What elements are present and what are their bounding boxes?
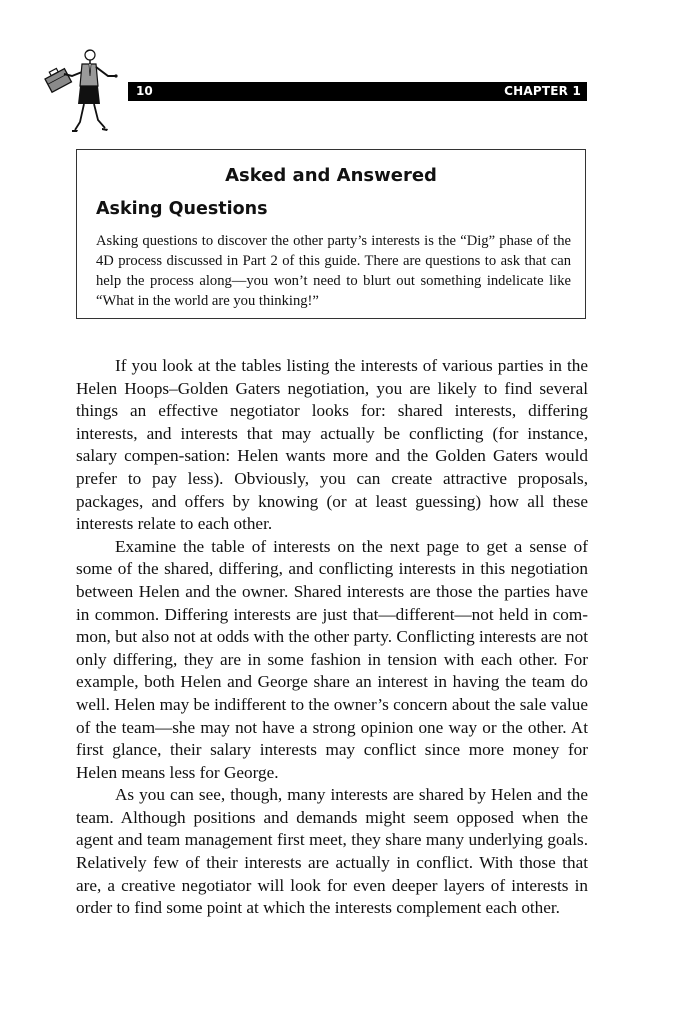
asked-and-answered-sidebar [76, 149, 586, 319]
sidebar-body-text: Asking questions to discover the other party’s interests is the “Dig” phase of the 4D process discussed in Part 2 of this guide. There are questions to ask that can help the process along—you won’t need to blurt out something indelicate like “What in the world are you thinking!” [96, 233, 571, 309]
businesswoman-with-briefcase-icon [44, 46, 120, 134]
sidebar-title: Asked and Answered [225, 165, 437, 186]
body-paragraph: If you look at the tables listing the interests of various parties in the Helen Hoops–Golden Gaters negotiation, you are likely to find several things an effective negotiator looks for: shared interests, differing interests, and interests that may actually be conflicting (for instance, salary compen-sation: Helen wants more and the Golden Gaters would prefer to pay less). Obviously, you can create attractive proposals, packages, and offers by knowing (or at least guessing) how all these interests relate to each other. [76, 356, 588, 534]
running-header-bar [128, 82, 587, 101]
body-paragraph: As you can see, though, many interests are shared by Helen and the team. Although positions and demands might seem opposed when the agent and team management first meet, they share many underlying goals. Relatively few of their interests are actually in conflict. With those that are, a creative negotiator will look for even deeper layers of interests in order to find some point at which the interests complement each other. [76, 785, 588, 918]
chapter-label: CHAPTER 1 [504, 84, 581, 98]
page-number: 10 [136, 84, 153, 98]
main-body-text [76, 355, 588, 920]
body-paragraph: Examine the table of interests on the next page to get a sense of some of the shared, differing, and conflicting interests in this negotiation between Helen and the owner. Shared interests are those the parties have in common. Differing interests are just that—different—not held in com-mon, but also not at odds with the other party. Conflicting interests are not only differing, they are in some fashion in tension with each other. For example, both Helen and George share an interest in having the team do well. Helen may be indifferent to the owner’s concern about the sale value of the team—she may not have a strong opinion one way or the other. At first glance, their salary interests may conflict since more money for Helen means less for George. [76, 536, 588, 782]
sidebar-subtitle: Asking Questions [96, 199, 268, 219]
